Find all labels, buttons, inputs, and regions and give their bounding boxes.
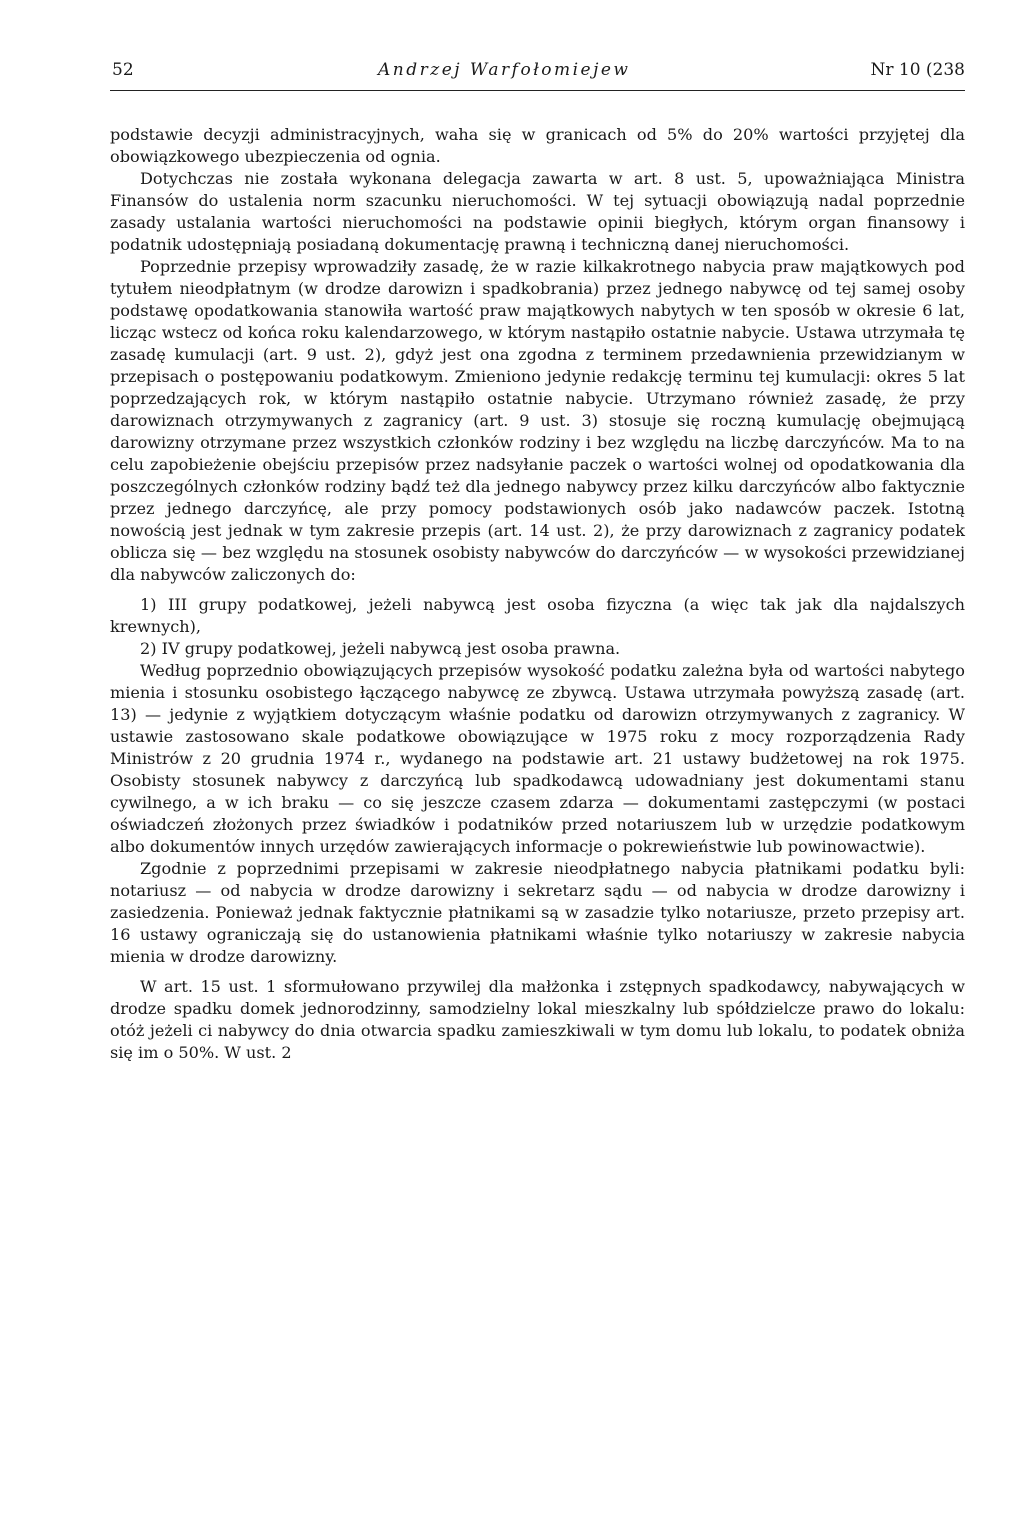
paragraph: Dotychczas nie została wykonana delegacja zawarta w art. 8 ust. 5, upoważniająca Ministra Finansów do ustalenia norm szacunku nieruchomości. W tej sytuacji obowiązują nadal poprzednie zasady ustalania wartości nieruchomości na podstawie opinii biegłych, którym organ finansowy i podatnik udostępniają posiadaną dokumentację prawną i techniczną danej nieruchomości. [110, 169, 965, 254]
page-number: 52 [112, 60, 134, 80]
list-item: 2) IV grupy podatkowej, jeżeli nabywcą jest osoba prawna. [140, 639, 621, 658]
running-head-issue: Nr 10 (238 [870, 60, 965, 80]
paragraph: Według poprzednio obowiązujących przepisów wysokość podatku zależna była od wartości nabytego mienia i stosunku osobistego łączącego nabywcę ze zbywcą. Ustawa utrzymała powyższą zasadę (art. 13) — jedynie z wyjątkiem dotyczącym właśnie podatku od darowizn otrzymywanych z zagranicy. W ustawie zastosowano skale podatkowe obowiązujące w 1975 roku z mocy rozporządzenia Rady Ministrów z 20 grudnia 1974 r., wydanego na podstawie art. 21 ustawy budżetowej na rok 1975. Osobisty stosunek nabywcy z darczyńcą lub spadkodawcą udowadniany jest dokumentami stanu cywilnego, a w ich braku — co się jeszcze czasem zdarza — dokumentami zastępczymi (w postaci oświadczeń złożonych przez świadków i podatników przed notariuszem lub w urzędzie podatkowym albo dokumentów innych urzędów zawierających informacje o pokrewieństwie lub powinowactwie). [110, 661, 965, 856]
running-head-author: Andrzej Warfołomiejew [378, 60, 631, 80]
paragraph: Zgodnie z poprzednimi przepisami w zakresie nieodpłatnego nabycia płatnikami podatku byli: notariusz — od nabycia w drodze darowizny i sekretarz sądu — od nabycia w drodze darowizny i zasiedzenia. Ponieważ jednak faktycznie płatnikami są w zasadzie tylko notariusze, przeto przepisy art. 16 ustawy ograniczają się do ustanowienia płatnikami właśnie tylko notariuszy w zakresie nabycia mienia w drodze darowizny. [110, 859, 965, 966]
paragraph-continuation: podstawie decyzji administracyjnych, waha się w granicach od 5% do 20% wartości przyjętej dla obowiązkowego ubezpieczenia od ognia. [110, 125, 965, 166]
article-body [110, 124, 965, 1064]
running-header [110, 58, 965, 91]
list-item: 1) III grupy podatkowej, jeżeli nabywcą jest osoba fizyczna (a więc tak jak dla najdalszych krewnych), [110, 595, 965, 636]
paragraph: Poprzednie przepisy wprowadziły zasadę, że w razie kilkakrotnego nabycia praw majątkowych pod tytułem nieodpłatnym (w drodze darowizn i spadkobrania) przez jednego nabywcę od tej samej osoby podstawę opodatkowania stanowiła wartość praw majątkowych nabytych w ten sposób w okresie 6 lat, licząc wstecz od końca roku kalendarzowego, w którym nastąpiło ostatnie nabycie. Ustawa utrzymała tę zasadę kumulacji (art. 9 ust. 2), gdyż jest ona zgodna z terminem przedawnienia przewidzianym w przepisach o postępowaniu podatkowym. Zmieniono jedynie redakcję terminu tej kumulacji: okres 5 lat poprzedzających rok, w którym nastąpiło ostatnie nabycie. Utrzymano również zasadę, że przy darowiznach otrzymywanych z zagranicy (art. 9 ust. 3) stosuje się roczną kumulację obejmującą darowizny otrzymane przez wszystkich członków rodziny i bez względu na liczbę darczyńców. Ma to na celu zapobieżenie obejściu przepisów przez nadsyłanie paczek o wartości wolnej od opodatkowania dla poszczególnych członków rodziny bądź też dla jednego nabywcy przez kilku darczyńców albo faktycznie przez jednego darczyńcę, ale przy pomocy podstawionych osób jako nadawców paczek. Istotną nowością jest jednak w tym zakresie przepis (art. 14 ust. 2), że przy darowiznach z zagranicy podatek oblicza się — bez względu na stosunek osobisty nabywców do darczyńców — w wysokości przewidzianej dla nabywców zaliczonych do: [110, 257, 965, 584]
paragraph: W art. 15 ust. 1 sformułowano przywilej dla małżonka i zstępnych spadkodawcy, nabywających w drodze spadku domek jednorodzinny, samodzielny lokal mieszkalny lub spółdzielcze prawo do lokalu: otóż jeżeli ci nabywcy do dnia otwarcia spadku zamieszkiwali w tym domu lub lokalu, to podatek obniża się im o 50%. W ust. 2 [110, 977, 965, 1062]
